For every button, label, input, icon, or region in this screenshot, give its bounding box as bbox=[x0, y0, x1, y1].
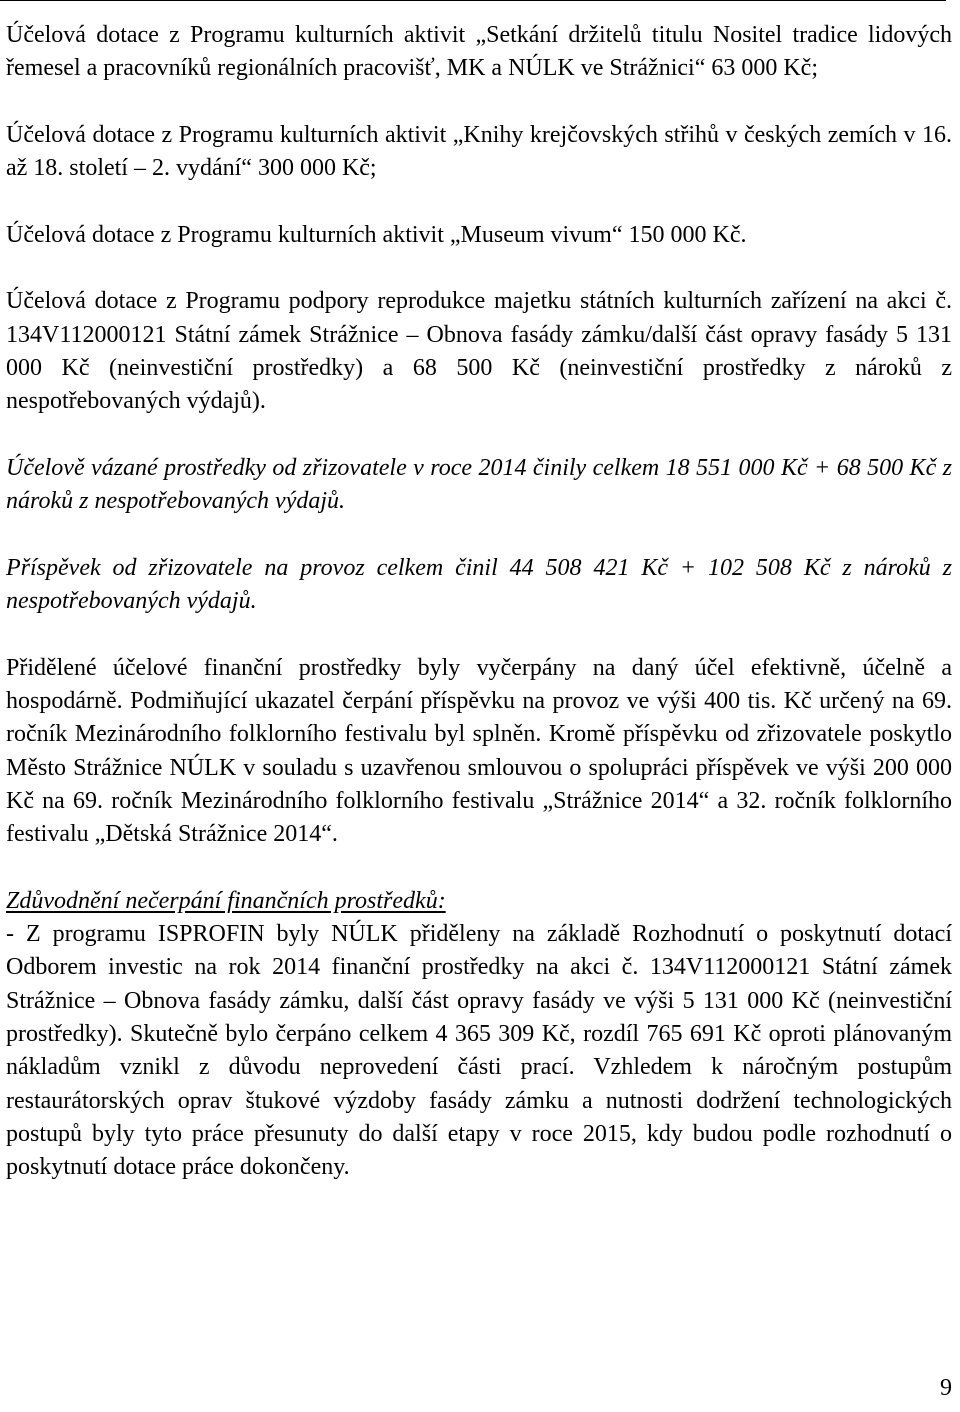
document-body bbox=[6, 19, 952, 1184]
paragraph-dotace-museum-vivum: Účelová dotace z Programu kulturních aktivit „Museum vivum“ 150 000 Kč. bbox=[6, 221, 747, 248]
justification-heading-line bbox=[6, 885, 952, 918]
paragraph-vycerpani: Přidělené účelové finanční prostředky byly vyčerpány na daný účel efektivně, účelně a hospodárně. Podmiňující ukazatel čerpání příspěvku na provoz ve výši 400 tis. Kč určený na 69. ročník Mezinárodního folklorního festivalu byl splněn. Kromě příspěvku od zřizovatele poskytlo Město Strážnice NÚLK v souladu s uzavřenou smlouvou o spolupráci příspěvek ve výši 200 000 Kč na 69. ročník Mezinárodního folklorního festivalu „Strážnice 2014“ a 32. ročník folklorního festivalu „Dětská Strážnice 2014“. bbox=[6, 654, 952, 848]
paragraph-dotace-setkani: Účelová dotace z Programu kulturních aktivit „Setkání držitelů titulu Nositel tradice lidových řemesel a pracovníků regionálních pracovišť, MK a NÚLK ve Strážnici“ 63 000 Kč; bbox=[6, 22, 952, 82]
paragraph-dotace-knihy: Účelová dotace z Programu kulturních aktivit „Knihy krejčovských střihů v českých zemích v 16. až 18. století – 2. vydání“ 300 000 Kč; bbox=[6, 121, 952, 182]
justification-body: - Z programu ISPROFIN byly NÚLK přiděleny na základě Rozhodnutí o poskytnutí dotací Odborem investic na rok 2014 finanční prostředky na akci č. 134V112000121 Státní zámek Strážnice – Obnova fasády zámku, další část opravy fasády ve výši 5 131 000 Kč (neinvestiční prostředky). Skutečně bylo čerpáno celkem 4 365 309 Kč, rozdíl 765 691 Kč oproti plánovaným nákladům vznikl z důvodu neprovedení části prací. Vzhledem k náročným postupům restaurátorských oprav štukové výzdoby fasády zámku a nutnosti dodržení technologických postupů byly tyto práce přesunuty do další etapy v roce 2015, kdy budou podle rozhodnutí o poskytnutí dotace práce dokončeny. bbox=[6, 921, 952, 1181]
page-number: 9 bbox=[940, 1375, 952, 1401]
paragraph-prispevek-provoz: Příspěvek od zřizovatele na provoz celkem činil 44 508 421 Kč + 102 508 Kč z nároků z nespotřebovaných výdajů. bbox=[6, 554, 952, 615]
top-rule bbox=[0, 0, 946, 1]
justification-heading: Zdůvodnění nečerpání finančních prostředků: bbox=[6, 887, 446, 914]
paragraph-ucelove-prostredky: Účelově vázané prostředky od zřizovatele v roce 2014 činily celkem 18 551 000 Kč + 68 500 Kč z nároků z nespotřebovaných výdajů. bbox=[6, 454, 952, 515]
paragraph-dotace-obnova-fasady: Účelová dotace z Programu podpory reprodukce majetku státních kulturních zařízení na akci č. 134V112000121 Státní zámek Strážnice – Obnova fasády zámku/další část opravy fasády 5 131 000 Kč (neinvestiční prostředky) a 68 500 Kč (neinvestiční prostředky z nároků z nespotřebovaných výdajů). bbox=[6, 288, 952, 415]
